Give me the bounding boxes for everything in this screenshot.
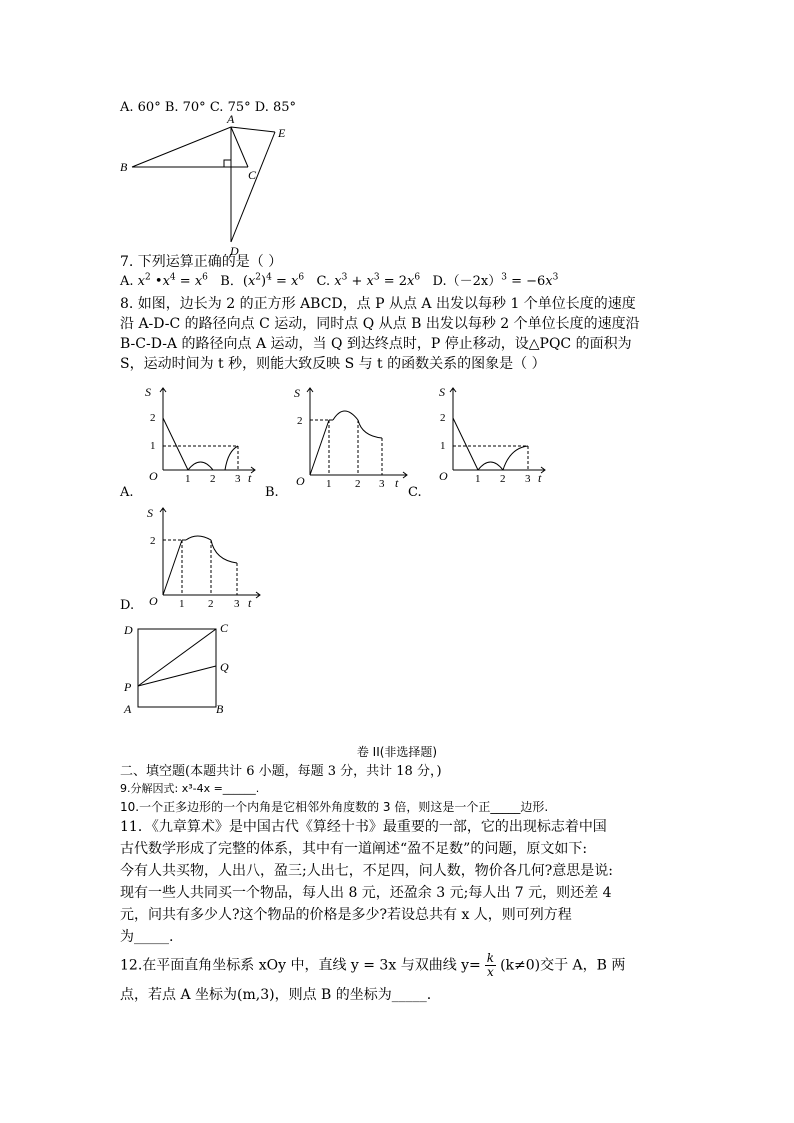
line-ac bbox=[231, 127, 248, 167]
q11-line-5: 元，问共有多少人?这个物品的价格是多少?若设总共有 x 人，则可列方程 bbox=[120, 907, 572, 923]
square-label-q: Q bbox=[220, 660, 229, 674]
tick-t-2: 2 bbox=[355, 478, 361, 490]
q12-part-1: 12.在平面直角坐标系 xOy 中，直线 y = 3x 与双曲线 y= bbox=[120, 957, 481, 974]
q12-line-2: 点，若点 A 坐标为(m,3)，则点 B 的坐标为_____. bbox=[120, 987, 432, 1003]
q7-stem: 7. 下列运算正确的是（ ） bbox=[120, 254, 283, 270]
label-b: B bbox=[120, 160, 128, 174]
line-ae bbox=[231, 127, 275, 132]
q8-line-4: S，运动时间为 t 秒，则能大致反映 S 与 t 的函数关系的图象是（ ） bbox=[120, 356, 546, 372]
label-c: C bbox=[248, 168, 257, 182]
q8-line-1: 8. 如图，边长为 2 的正方形 ABCD，点 P 从点 A 出发以每秒 1 个单位长度的速度 bbox=[120, 296, 636, 312]
q12-part-2: (k≠0)交于 A，B 两 bbox=[500, 957, 626, 974]
q6-triangle-figure bbox=[110, 112, 300, 257]
tick-s-2: 2 bbox=[150, 535, 156, 547]
tick-s-1: 1 bbox=[150, 440, 156, 452]
q11-line-1: 11．《九章算术》是中国古代《算经十书》最重要的一部，它的出现标志着中国 bbox=[120, 819, 607, 835]
tick-s-1: 1 bbox=[440, 440, 446, 452]
axis-t-label: t bbox=[395, 476, 399, 490]
origin-label: O bbox=[149, 594, 158, 608]
square-label-c: C bbox=[220, 621, 229, 635]
label-a: A bbox=[227, 112, 235, 126]
tick-t-3: 3 bbox=[234, 598, 240, 610]
q7-option-b-label: B． bbox=[220, 274, 243, 289]
tick-t-3: 3 bbox=[379, 478, 385, 490]
axis-s-label: S bbox=[147, 506, 153, 520]
axis-t-label: t bbox=[248, 471, 252, 485]
tick-t-1: 1 bbox=[326, 478, 332, 490]
label-d: D bbox=[230, 244, 239, 257]
q7-options: A. $x^2$ $•x^4 = x^6$ B．$(x^2)^4 = x^6$ C. $x^3 + x^3 = 2x^6$ $D.(-2x)^3 = -6x^3$ bbox=[120, 272, 559, 289]
q6-options: A. 60° B. 70° C. 75° D. 85° bbox=[120, 100, 297, 115]
q12-fraction bbox=[485, 952, 496, 979]
label-e: E bbox=[278, 126, 286, 140]
line-de bbox=[231, 132, 275, 242]
section-header: 二、填空题(本题共计 6 小题，每题 3 分，共计 18 分，) bbox=[120, 764, 442, 779]
tick-t-1: 1 bbox=[179, 598, 185, 610]
square-label-d: D bbox=[124, 623, 133, 637]
q8-option-c: C. bbox=[408, 485, 422, 500]
axis-s-label: S bbox=[439, 385, 445, 399]
q8-line-3: B-C-D-A 的路径向点 A 运动，当 Q 到达终点时，P 停止移动，设△PQC 的面积为 bbox=[120, 336, 632, 352]
right-angle-mark bbox=[224, 160, 231, 167]
graph-a bbox=[145, 380, 265, 485]
tick-t-2: 2 bbox=[210, 473, 216, 485]
q12-frac-num: k bbox=[486, 951, 495, 965]
q7-option-a-label: A. bbox=[120, 274, 134, 289]
origin-label: O bbox=[296, 474, 305, 488]
q9: 9.分解因式: x³-4x =______. bbox=[120, 782, 260, 795]
tick-t-2: 2 bbox=[500, 473, 506, 485]
graph-d bbox=[145, 500, 270, 610]
axis-t-label: t bbox=[538, 471, 542, 485]
tick-t-3: 3 bbox=[235, 473, 241, 485]
graph-c bbox=[435, 380, 555, 485]
q10: 10.一个正多边形的一个内角是它相邻外角度数的 3 倍，则这是一个正_____边形. bbox=[120, 800, 549, 814]
square-label-b: B bbox=[216, 702, 224, 716]
square-figure bbox=[118, 618, 248, 718]
origin-label: O bbox=[439, 469, 448, 483]
axis-s-label: S bbox=[145, 385, 151, 399]
tick-s-2: 2 bbox=[440, 412, 446, 424]
q11-line-6: 为_____. bbox=[120, 929, 174, 945]
tick-t-1: 1 bbox=[185, 473, 191, 485]
tick-t-1: 1 bbox=[475, 473, 481, 485]
axis-t-label: t bbox=[248, 596, 252, 610]
q8-line-2: 沿 A-D-C 的路径向点 C 运动，同时点 Q 从点 B 出发以每秒 2 个单位长度的速度沿 bbox=[120, 316, 640, 332]
origin-label: O bbox=[149, 469, 158, 483]
square-label-a: A bbox=[124, 702, 132, 716]
tick-t-3: 3 bbox=[525, 473, 531, 485]
q8-option-a: A. bbox=[120, 485, 134, 500]
square-label-p: P bbox=[124, 680, 132, 694]
graph-b bbox=[292, 380, 417, 490]
q12-frac-den: x bbox=[487, 965, 494, 979]
q11-line-2: 古代数学形成了完整的体系，其中有一道阐述“盈不足数”的问题，原文如下: bbox=[120, 841, 588, 857]
volume-title: 卷 II(非选择题) bbox=[356, 745, 438, 759]
tick-s-2: 2 bbox=[297, 415, 303, 427]
q7-option-d-label: D.（－2x） bbox=[432, 274, 502, 289]
q8-option-d: D. bbox=[120, 598, 135, 613]
tick-s-2: 2 bbox=[150, 412, 156, 424]
q8-option-b: B. bbox=[265, 485, 279, 500]
line-ba bbox=[132, 127, 231, 167]
tick-t-2: 2 bbox=[208, 598, 214, 610]
q7-option-c-label: C. bbox=[316, 274, 331, 289]
q11-line-3: 今有人共买物，人出八，盈三;人出七，不足四，问人数，物价各几何?意思是说: bbox=[120, 863, 613, 879]
q11-line-4: 现有一些人共同买一个物品，每人出 8 元，还盈余 3 元;每人出 7 元，则还差 4 bbox=[120, 885, 612, 901]
q12-line-1 bbox=[120, 952, 625, 979]
axis-s-label: S bbox=[294, 386, 300, 400]
